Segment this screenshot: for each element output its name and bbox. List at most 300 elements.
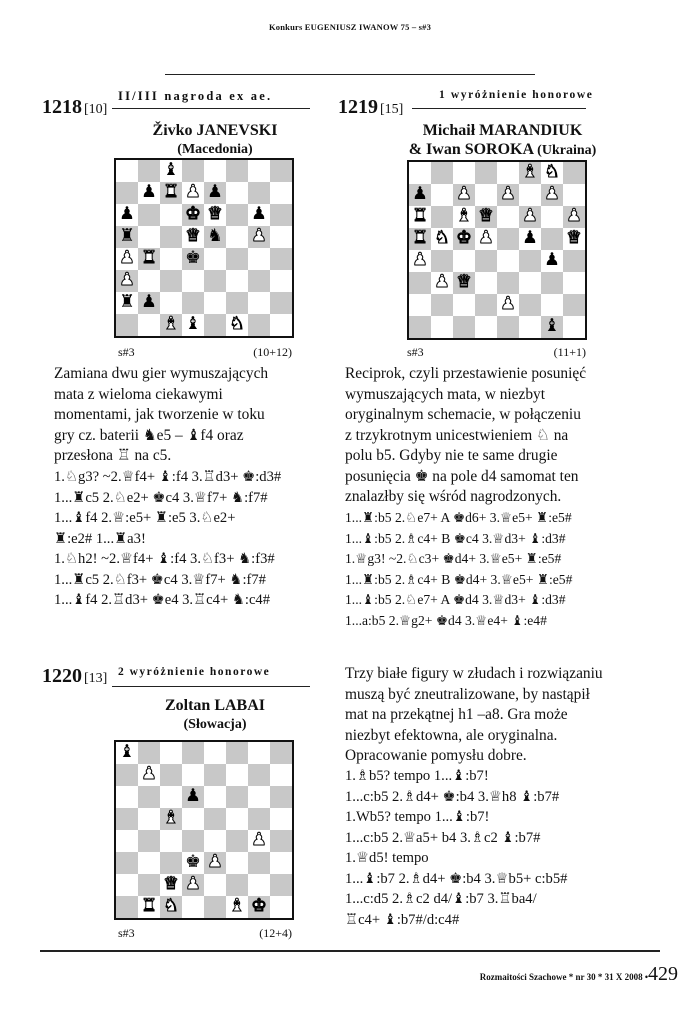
board-square	[270, 314, 292, 336]
board-square	[270, 742, 292, 764]
board-square	[116, 896, 138, 918]
board-square	[226, 764, 248, 786]
board-square	[270, 160, 292, 182]
white-knight-icon: ♞	[163, 896, 179, 917]
white-pawn-icon: ♟	[500, 294, 516, 315]
board-square	[270, 270, 292, 292]
comment-line: mat na przekątnej h1 –a8. Gra może	[345, 706, 568, 723]
white-pawn-icon: ♟	[185, 874, 201, 895]
comment-line: niezbyt efektowna, ale oryginalna.	[345, 726, 558, 744]
comment-line: Opracowanie pomysłu dobre.	[345, 747, 527, 764]
board-square	[541, 272, 563, 294]
board-square	[541, 184, 563, 206]
board-square	[116, 830, 138, 852]
comment-line: muszą być zneutralizowane, by nastąpił	[345, 685, 590, 703]
board-square	[541, 250, 563, 272]
board-square	[409, 162, 431, 184]
black-rook-icon: ♜	[119, 292, 135, 313]
comment-line: wymuszających mata, w niezbyt	[345, 385, 546, 403]
board-square	[409, 206, 431, 228]
board-square	[138, 314, 160, 336]
board-square	[138, 896, 160, 918]
board-square	[160, 874, 182, 896]
chessboard-1219	[407, 160, 587, 340]
board-square	[409, 272, 431, 294]
author-country: (Słowacja)	[183, 717, 247, 732]
board-square	[475, 162, 497, 184]
board-square	[519, 272, 541, 294]
comment-line: momentami, jak tworzenie w toku	[54, 406, 265, 423]
coauthor-line	[370, 140, 635, 160]
solution-line: 1...c:d5 2.♗c2 d4/♝:b7 3.♖ba4/	[345, 891, 537, 907]
board-square	[182, 248, 204, 270]
board-square	[204, 786, 226, 808]
board-square	[138, 182, 160, 204]
board-square	[116, 248, 138, 270]
black-bishop-icon: ♝	[119, 742, 135, 763]
board-square	[497, 206, 519, 228]
stipulation-1218: s#3	[118, 345, 135, 359]
board-square	[248, 742, 270, 764]
board-square	[182, 874, 204, 896]
board-square	[116, 204, 138, 226]
board-square	[519, 316, 541, 338]
award-1219: 1 wyróżnienie honorowe	[439, 89, 594, 101]
black-knight-icon: ♞	[207, 226, 223, 247]
board-square	[431, 162, 453, 184]
solution-line: 1...c:b5 2.♕a5+ b4 3.♗c2 ♝:b7#	[345, 829, 541, 846]
board-square	[204, 160, 226, 182]
white-pawn-icon: ♟	[412, 250, 428, 271]
board-square	[116, 874, 138, 896]
white-queen-icon: ♛	[163, 874, 179, 895]
board-square	[182, 226, 204, 248]
board-square	[226, 292, 248, 314]
board-square	[541, 206, 563, 228]
board-square	[204, 874, 226, 896]
comment-line: Trzy białe figury w złudach i rozwiązaniu	[345, 665, 603, 682]
board-square	[204, 248, 226, 270]
white-pawn-icon: ♟	[185, 182, 201, 203]
white-knight-icon: ♞	[544, 162, 560, 183]
black-pawn-icon: ♟	[207, 182, 223, 203]
board-square	[138, 226, 160, 248]
board-square	[248, 160, 270, 182]
board-square	[116, 160, 138, 182]
board-square	[453, 184, 475, 206]
board-square	[182, 742, 204, 764]
board-square	[475, 206, 497, 228]
board-square	[160, 314, 182, 336]
author-name: Zoltan LABAI	[164, 697, 266, 714]
board-square	[519, 250, 541, 272]
footer-rule	[40, 950, 660, 952]
board-square	[431, 294, 453, 316]
board-square	[453, 272, 475, 294]
chessboard-1220	[114, 740, 294, 920]
board-square	[270, 874, 292, 896]
comment-line: polu b5. Gdyby nie te same drugie	[345, 447, 558, 464]
white-pawn-icon: ♟	[251, 226, 267, 247]
black-pawn-icon: ♟	[412, 184, 428, 205]
board-square	[160, 764, 182, 786]
board-square	[160, 830, 182, 852]
board-square	[204, 292, 226, 314]
board-square	[519, 228, 541, 250]
problem-number: 1219	[338, 96, 378, 118]
board-square	[248, 896, 270, 918]
white-king-icon: ♚	[456, 228, 472, 249]
board-square	[270, 830, 292, 852]
white-bishop-icon: ♝	[522, 162, 538, 183]
board-square	[116, 314, 138, 336]
board-square	[497, 294, 519, 316]
comment-line: Reciprok, czyli przestawienie posunięć	[345, 365, 587, 382]
footer-text: Rozmaitości Szachowe * nr 30 * 31 X 2008 •	[479, 972, 648, 982]
black-pawn-icon: ♟	[251, 204, 267, 225]
comment-1220	[345, 664, 645, 767]
chessboard-1218	[114, 158, 294, 338]
board-square	[270, 204, 292, 226]
piece-count-1218: (10+12)	[253, 345, 292, 359]
black-rook-icon: ♜	[119, 226, 135, 247]
white-pawn-icon: ♟	[478, 228, 494, 249]
board-square	[409, 184, 431, 206]
board-square	[541, 162, 563, 184]
problem-number: 1220	[42, 665, 82, 687]
board-square	[138, 764, 160, 786]
board-square	[248, 182, 270, 204]
board-square	[182, 292, 204, 314]
black-bishop-icon: ♝	[544, 316, 560, 337]
piece-count-1220: (12+4)	[259, 926, 292, 940]
board-square	[270, 182, 292, 204]
board-square	[116, 292, 138, 314]
comment-1219	[345, 364, 635, 508]
board-square	[116, 182, 138, 204]
board-square	[160, 270, 182, 292]
board-square	[160, 204, 182, 226]
board-square	[204, 764, 226, 786]
board-square	[453, 206, 475, 228]
board-square	[182, 808, 204, 830]
board-square	[453, 162, 475, 184]
board-square	[160, 160, 182, 182]
board-square	[475, 316, 497, 338]
board-square	[541, 316, 563, 338]
problem-number: 1218	[42, 96, 82, 118]
board-square	[226, 896, 248, 918]
comment-line: gry cz. baterii ♞e5 – ♝f4 oraz	[54, 426, 244, 444]
board-square	[160, 182, 182, 204]
board-square	[226, 742, 248, 764]
board-square	[519, 184, 541, 206]
white-king-icon: ♚	[185, 204, 201, 225]
board-square	[453, 228, 475, 250]
solution-1218	[54, 467, 334, 611]
board-square	[563, 294, 585, 316]
board-square	[409, 250, 431, 272]
solution-1219	[345, 508, 645, 631]
problem-number-1219	[338, 96, 403, 119]
board-square	[431, 206, 453, 228]
board-square	[204, 742, 226, 764]
solution-1220	[345, 766, 645, 930]
board-square	[138, 808, 160, 830]
board-square	[226, 830, 248, 852]
board-square	[116, 852, 138, 874]
board-square	[182, 270, 204, 292]
board-square	[409, 228, 431, 250]
board-square	[226, 874, 248, 896]
board-square	[248, 226, 270, 248]
board-square	[270, 248, 292, 270]
black-pawn-icon: ♟	[185, 786, 201, 807]
comment-line: posunięcia ♚ na pole d4 samomat ten	[345, 467, 579, 485]
board-square	[248, 270, 270, 292]
board-square	[431, 316, 453, 338]
board-square	[497, 228, 519, 250]
board-square	[182, 314, 204, 336]
solution-line: 1.♕d5! tempo	[345, 850, 429, 866]
solution-line: 1...a:b5 2.♕g2+ ♚d4 3.♕e4+ ♝:e4#	[345, 612, 547, 628]
solution-line: 1...♝f4 2.♕:e5+ ♜:e5 3.♘e2+	[54, 510, 236, 526]
white-bishop-icon: ♝	[229, 896, 245, 917]
board-square	[138, 852, 160, 874]
white-queen-icon: ♛	[478, 206, 494, 227]
board-square	[270, 226, 292, 248]
board-square	[138, 786, 160, 808]
board-square	[182, 896, 204, 918]
board-square	[116, 742, 138, 764]
white-pawn-icon: ♟	[566, 206, 582, 227]
board-square	[563, 272, 585, 294]
board-square	[226, 786, 248, 808]
author-name: Michaił MARANDIUK	[422, 122, 583, 139]
black-bishop-icon: ♝	[163, 160, 179, 181]
board-square	[519, 162, 541, 184]
page-number: 429	[648, 963, 678, 985]
author-1220	[95, 696, 335, 734]
solution-line: 1...♜:b5 2.♗c4+ B ♚d4+ 3.♕e5+ ♜:e5#	[345, 571, 573, 587]
board-square	[541, 294, 563, 316]
award-rule-1218	[112, 108, 310, 109]
board-square	[497, 184, 519, 206]
comment-line: z trzykrotnym unicestwieniem ♘ na	[345, 426, 569, 444]
black-bishop-icon: ♝	[185, 314, 201, 335]
board-square	[160, 896, 182, 918]
solution-line: 1...♜c5 2.♘f3+ ♚c4 3.♕f7+ ♞:f7#	[54, 571, 266, 588]
white-pawn-icon: ♟	[119, 248, 135, 269]
board-square	[204, 896, 226, 918]
problem-number-1220	[42, 665, 107, 688]
white-queen-icon: ♛	[207, 204, 223, 225]
board-square	[541, 228, 563, 250]
white-rook-icon: ♜	[412, 206, 428, 227]
board-square	[248, 204, 270, 226]
white-knight-icon: ♞	[434, 228, 450, 249]
board-square	[497, 316, 519, 338]
problem-index: [15]	[380, 102, 404, 117]
board-square	[563, 184, 585, 206]
board-square	[160, 248, 182, 270]
coauthor-name: & Iwan SOROKA	[408, 141, 534, 158]
board-square	[160, 226, 182, 248]
solution-line: ♖c4+ ♝:b7#/d:c4#	[345, 911, 460, 928]
board-square	[431, 272, 453, 294]
comment-1218	[54, 364, 324, 467]
stipulation-1219: s#3	[407, 345, 424, 359]
comment-line: przesłona ♖ na c5.	[54, 447, 172, 464]
board-square	[204, 808, 226, 830]
white-bishop-icon: ♝	[163, 314, 179, 335]
problem-number-1218	[42, 96, 107, 119]
solution-line: 1...♝:b5 2.♘e7+ A ♚d4 3.♕d3+ ♝:d3#	[345, 592, 566, 607]
white-pawn-icon: ♟	[434, 272, 450, 293]
board-square	[204, 270, 226, 292]
footer	[480, 963, 678, 986]
black-pawn-icon: ♟	[141, 182, 157, 203]
board-square	[453, 294, 475, 316]
board-square	[182, 830, 204, 852]
white-knight-icon: ♞	[229, 314, 245, 335]
board-square	[409, 316, 431, 338]
board-square	[226, 852, 248, 874]
stipulation-1220: s#3	[118, 926, 135, 940]
solution-line: 1.Wb5? tempo 1...♝:b7!	[345, 809, 490, 825]
board-square	[226, 182, 248, 204]
board-square	[431, 250, 453, 272]
black-king-icon: ♚	[185, 852, 201, 873]
board-square	[519, 294, 541, 316]
board-square	[248, 292, 270, 314]
author-name: Živko JANEVSKI	[152, 122, 278, 139]
board-square	[248, 852, 270, 874]
board-square	[160, 742, 182, 764]
black-pawn-icon: ♟	[141, 292, 157, 313]
white-pawn-icon: ♟	[522, 206, 538, 227]
white-pawn-icon: ♟	[544, 184, 560, 205]
award-1220: 2 wyróżnienie honorowe	[118, 666, 271, 678]
white-pawn-icon: ♟	[500, 184, 516, 205]
solution-line: 1.♘h2! ~2.♕f4+ ♝:f4 3.♘f3+ ♞:f3#	[54, 551, 275, 567]
board-square	[204, 226, 226, 248]
black-pawn-icon: ♟	[522, 228, 538, 249]
board-square	[116, 226, 138, 248]
black-pawn-icon: ♟	[544, 250, 560, 271]
board-square	[563, 250, 585, 272]
white-queen-icon: ♛	[185, 226, 201, 247]
white-bishop-icon: ♝	[163, 808, 179, 829]
board-square	[182, 786, 204, 808]
black-pawn-icon: ♟	[119, 204, 135, 225]
white-rook-icon: ♜	[163, 182, 179, 203]
board-square	[116, 786, 138, 808]
board-square	[160, 786, 182, 808]
award-rule-1219	[412, 108, 586, 109]
white-queen-icon: ♛	[566, 228, 582, 249]
white-rook-icon: ♜	[141, 896, 157, 917]
board-square	[248, 248, 270, 270]
board-square	[138, 204, 160, 226]
white-pawn-icon: ♟	[207, 852, 223, 873]
board-square	[226, 314, 248, 336]
problem-index: [13]	[84, 671, 108, 686]
board-square	[226, 248, 248, 270]
solution-line: 1...♜c5 2.♘e2+ ♚c4 3.♕f7+ ♞:f7#	[54, 489, 268, 506]
board-square	[226, 226, 248, 248]
board-square	[204, 204, 226, 226]
board-square	[204, 852, 226, 874]
board-square	[563, 206, 585, 228]
board-square	[248, 314, 270, 336]
board-square	[248, 874, 270, 896]
board-square	[270, 764, 292, 786]
board-square	[204, 182, 226, 204]
board-square	[226, 808, 248, 830]
comment-line: znalazłby się wśród nagrodzonych.	[345, 488, 562, 505]
board-square	[475, 272, 497, 294]
running-header: Konkurs EUGENIUSZ IWANOW 75 – s#3	[268, 22, 432, 32]
board-square	[116, 270, 138, 292]
board-square	[270, 786, 292, 808]
board-square	[497, 250, 519, 272]
board-square	[409, 294, 431, 316]
board-square	[270, 896, 292, 918]
solution-line: 1...♝f4 2.♖d3+ ♚e4 3.♖c4+ ♞:c4#	[54, 592, 271, 608]
solution-line: 1.♕g3! ~2.♘c3+ ♚d4+ 3.♕e5+ ♜:e5#	[345, 551, 562, 566]
board-square	[563, 228, 585, 250]
board-square	[204, 830, 226, 852]
board-square	[138, 830, 160, 852]
board-square	[431, 184, 453, 206]
board-square	[226, 160, 248, 182]
board-square	[475, 294, 497, 316]
board-square	[475, 228, 497, 250]
board-square	[248, 830, 270, 852]
solution-line: 1.♗b5? tempo 1...♝:b7!	[345, 768, 489, 784]
board-square	[204, 314, 226, 336]
author-country: (Ukraina)	[537, 143, 597, 158]
board-square	[563, 162, 585, 184]
board-square	[182, 160, 204, 182]
solution-line: 1...♝:b5 2.♗c4+ B ♚c4 3.♕d3+ ♝:d3#	[345, 530, 566, 546]
board-square	[563, 316, 585, 338]
author-1219	[370, 121, 635, 160]
white-pawn-icon: ♟	[251, 830, 267, 851]
author-country: (Macedonia)	[177, 142, 253, 157]
white-bishop-icon: ♝	[456, 206, 472, 227]
solution-line: 1...♝:b7 2.♗d4+ ♚:b4 3.♕b5+ c:b5#	[345, 870, 568, 887]
board-square	[116, 808, 138, 830]
board-square	[138, 160, 160, 182]
board-square	[138, 742, 160, 764]
board-square	[475, 250, 497, 272]
board-square	[453, 316, 475, 338]
board-square	[248, 764, 270, 786]
header-rule	[165, 74, 535, 75]
comment-line: oryginalnym schemacie, w połączeniu	[345, 406, 581, 423]
board-square	[270, 852, 292, 874]
board-square	[160, 808, 182, 830]
white-rook-icon: ♜	[412, 228, 428, 249]
author-1218	[95, 121, 335, 159]
board-square	[116, 764, 138, 786]
board-square	[182, 764, 204, 786]
white-queen-icon: ♛	[456, 272, 472, 293]
board-square	[270, 808, 292, 830]
board-square	[270, 292, 292, 314]
